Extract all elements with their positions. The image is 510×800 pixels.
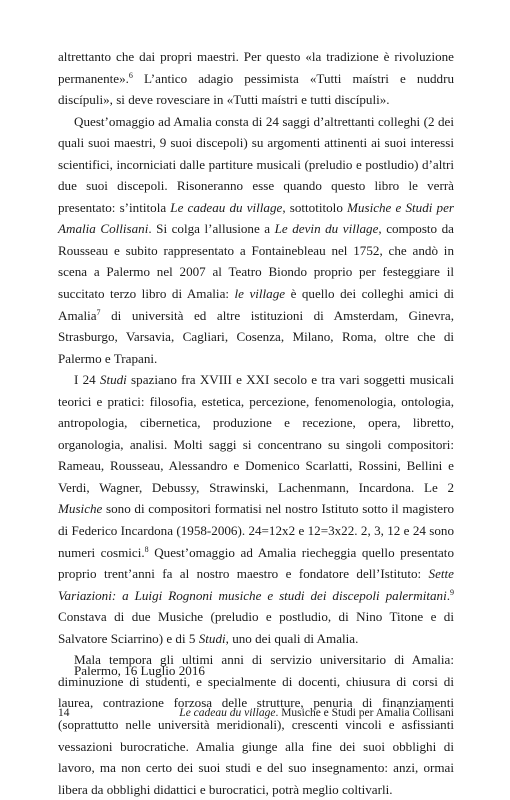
page-number: 14	[58, 707, 70, 719]
text-run: .	[446, 587, 450, 603]
text-run: , sottotitolo	[282, 199, 348, 215]
text-run: di università ed altre istituzioni di Amsterdam, Ginevra, Strasburgo, Varsavia, Cagliari, Cosenza, Milano, Roma, oltre che di Palermo e Trapani.	[58, 307, 454, 366]
footnote-ref: 8	[144, 544, 149, 554]
running-title-italic: Le cadeau du village	[179, 707, 276, 719]
text-run: altrettanto che dai propri maestri. Per questo «la tradizione è rivoluzione permanente».	[58, 49, 454, 86]
footnote-ref: 9	[450, 587, 454, 597]
text-run: Mala tempora gli ultimi anni di servizio universitario di Amalia: diminuzione di studenti, e specialmente di docenti, chiusura di corsi di laurea, contrazione forzosa delle strutture, penuria di finanziamenti (soprattutto nelle università meridionali), crescenti vincoli e asfissianti vessazioni burocratiche. Amalia giunge alla fine dei suoi obblighi di lavoro, ma non certo dei suoi studi e del suo insegnamento: anzi, ormai libera da obblighi didattici e burocratici, potrà meglio coltivarli.	[58, 652, 454, 797]
text-run: Constava di due Musiche (preludio e postludio, di Nino Titone e di Salvatore Sciarrino) e di 5	[58, 609, 454, 646]
text-run: Quest’omaggio ad Amalia riecheggia quello presentato proprio trent’anni fa al nostro maestro e fondatore dell’Istituto:	[58, 544, 454, 582]
text-run: Quest’omaggio ad Amalia consta di 24 saggi d’altrettanti colleghi (2 dei quali suoi maestri, 9 suoi discepoli) su argomenti attinenti ai suoi interessi scientifici, incorniciati dalle partiture musicali (preludio e postludio) d’altri due suoi discepoli. Risoneranno esse quando questo libro le verrà presentato: s’intitola	[58, 113, 454, 215]
signature-line: Palermo, 16 Luglio 2016	[74, 663, 205, 678]
footnote-ref: 7	[96, 307, 101, 317]
running-title	[179, 707, 454, 719]
italic-term: le village	[234, 286, 286, 302]
text-run: L’antico adagio pessimista «Tutti maístri e nuddru discípuli», si deve rovesciare in «Tutti maístri e tutti discípuli».	[58, 70, 454, 108]
text-run: è quello dei colleghi amici di Amalia	[58, 286, 454, 323]
body-text	[58, 46, 454, 800]
opera-title: Le devin du village	[274, 221, 379, 237]
text-run: , uno dei quali di Amalia.	[225, 630, 359, 646]
italic-term: Studi	[99, 372, 127, 388]
paragraph-1	[58, 46, 454, 111]
book-subtitle: Musiche e Studi per Amalia Collisani	[58, 199, 454, 237]
paragraph-2	[58, 111, 454, 370]
running-title-rest: . Musiche e Studi per Amalia Collisani	[275, 707, 454, 719]
text-run: spaziano fra XVIII e XXI secolo e tra vari soggetti musicali teorici e pratici: filosofia, estetica, percezione, fenomenologia, ontologia, antropologia, cibernetica, produzione e recezione, opera, libretto, organologia, analisi. Molti saggi si concentrano su singoli compositori: Rameau, Rousseau, Alessandro e Domenico Scarlatti, Rossini, Bellini e Verdi, Wagner, Debussy, Strawinski, Lachenmann, Incardona. Le 2	[58, 372, 454, 495]
italic-term: Musiche	[58, 501, 103, 517]
footnote-ref: 6	[128, 70, 133, 80]
book-title: Sette Variazioni: a Luigi Rognoni musiche e studi dei discepoli palermitani	[58, 566, 454, 603]
text-run: sono di compositori formatisi nel nostro Istituto sotto il magistero di Federico Incardona (1958-2006). 24=12x2 e 12=3x22. 2, 3, 12 e 24 sono numeri cosmici.	[58, 501, 454, 560]
text-run: . Si colga l’allusione a	[148, 221, 275, 237]
text-run: I 24	[74, 372, 100, 388]
paragraph-3	[58, 369, 454, 649]
text-run: , composto da Rousseau e subito rappresentato a Fontainebleau nel 1752, che andò in scena a Palermo nel 2007 al Teatro Biondo proprio per festeggiare il succitato terzo libro di Amalia:	[58, 221, 454, 302]
italic-term: Studi	[198, 630, 226, 646]
book-title: Le cadeau du village	[170, 199, 283, 215]
